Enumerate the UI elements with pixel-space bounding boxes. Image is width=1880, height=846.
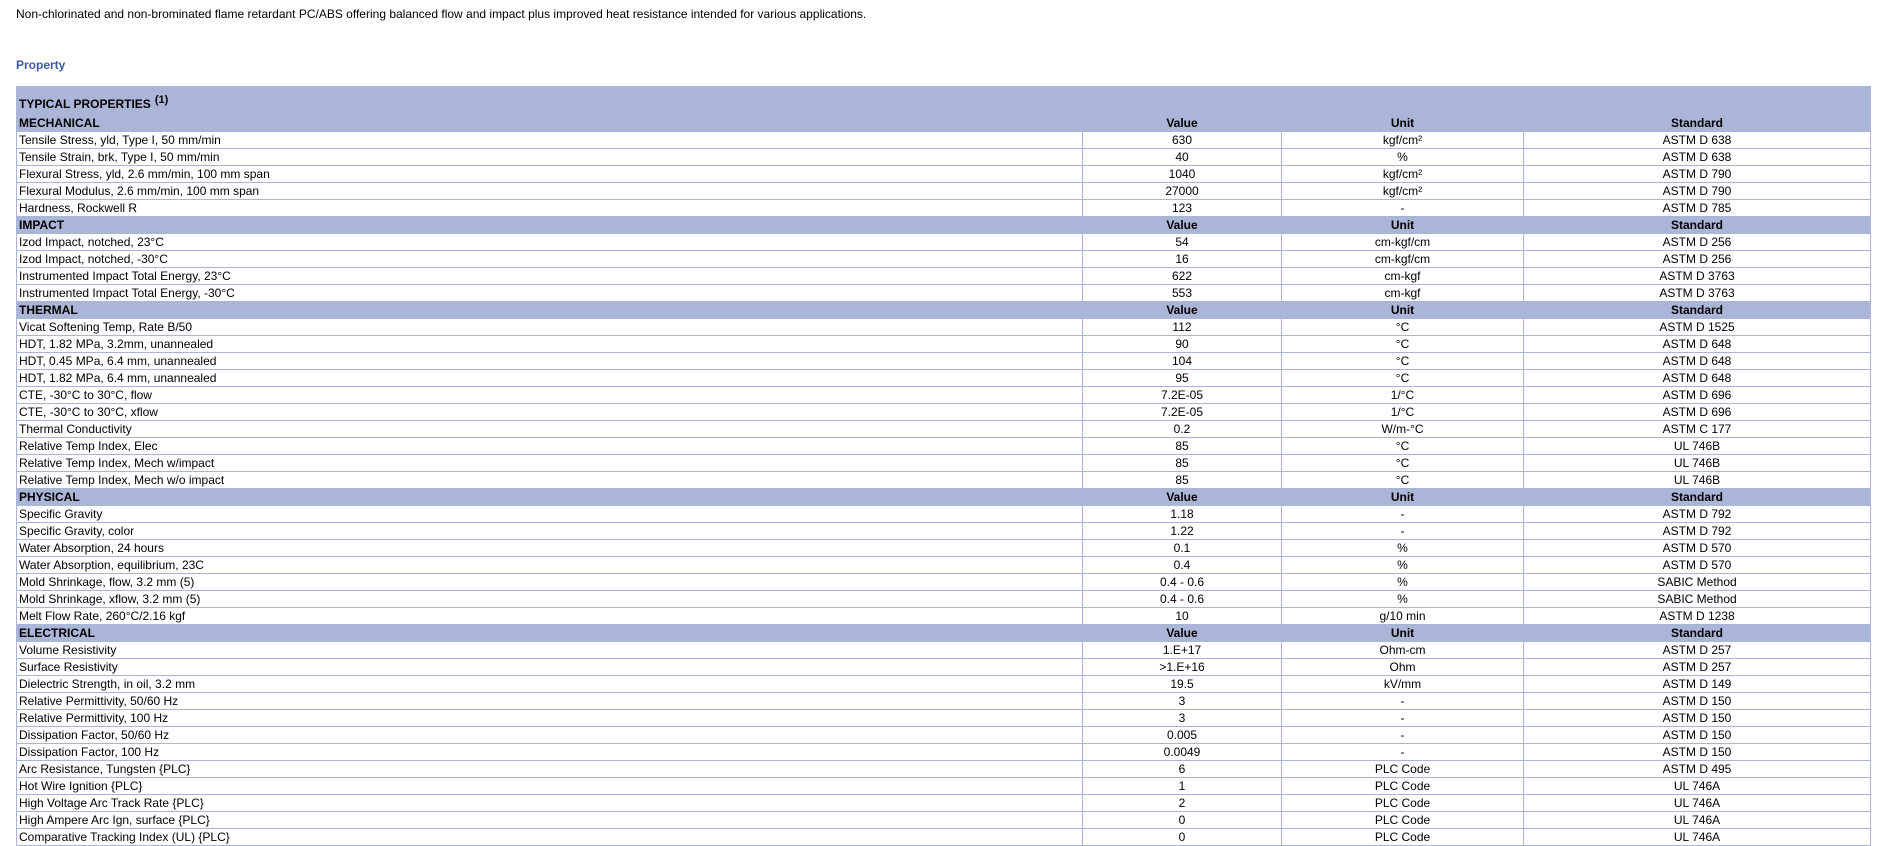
property-value: 85 <box>1083 438 1282 455</box>
property-unit: kV/mm <box>1282 676 1524 693</box>
property-name: CTE, -30°C to 30°C, flow <box>17 387 1083 404</box>
table-title-cell <box>17 86 1871 115</box>
property-unit: kgf/cm² <box>1282 183 1524 200</box>
section-name: MECHANICAL <box>17 115 1083 132</box>
property-unit: PLC Code <box>1282 761 1524 778</box>
property-name: Mold Shrinkage, xflow, 3.2 mm (5) <box>17 591 1083 608</box>
property-name: Relative Permittivity, 50/60 Hz <box>17 693 1083 710</box>
property-value: 6 <box>1083 761 1282 778</box>
property-name: Water Absorption, equilibrium, 23C <box>17 557 1083 574</box>
property-name: Hot Wire Ignition {PLC} <box>17 778 1083 795</box>
table-row <box>17 795 1871 812</box>
property-standard: UL 746A <box>1524 778 1871 795</box>
property-unit: °C <box>1282 455 1524 472</box>
property-standard: ASTM D 648 <box>1524 370 1871 387</box>
property-standard: ASTM D 696 <box>1524 387 1871 404</box>
property-unit: - <box>1282 693 1524 710</box>
table-row <box>17 778 1871 795</box>
standard-header: Standard <box>1524 217 1871 234</box>
property-value: 1 <box>1083 778 1282 795</box>
property-name: Surface Resistivity <box>17 659 1083 676</box>
table-row <box>17 183 1871 200</box>
property-unit: - <box>1282 506 1524 523</box>
property-unit: % <box>1282 540 1524 557</box>
table-title: TYPICAL PROPERTIES <box>19 97 151 111</box>
property-standard: UL 746B <box>1524 472 1871 489</box>
table-row <box>17 251 1871 268</box>
property-standard: ASTM D 256 <box>1524 234 1871 251</box>
property-unit: - <box>1282 710 1524 727</box>
property-name: HDT, 1.82 MPa, 6.4 mm, unannealed <box>17 370 1083 387</box>
property-value: 85 <box>1083 455 1282 472</box>
property-name: Comparative Tracking Index (UL) {PLC} <box>17 829 1083 846</box>
table-row <box>17 132 1871 149</box>
property-standard: ASTM D 648 <box>1524 353 1871 370</box>
property-value: 10 <box>1083 608 1282 625</box>
property-unit: °C <box>1282 336 1524 353</box>
property-name: Vicat Softening Temp, Rate B/50 <box>17 319 1083 336</box>
property-name: Instrumented Impact Total Energy, -30°C <box>17 285 1083 302</box>
property-name: HDT, 0.45 MPa, 6.4 mm, unannealed <box>17 353 1083 370</box>
table-row <box>17 268 1871 285</box>
property-value: >1.E+16 <box>1083 659 1282 676</box>
table-row <box>17 727 1871 744</box>
property-standard: UL 746B <box>1524 455 1871 472</box>
property-standard: ASTM D 696 <box>1524 404 1871 421</box>
property-name: Water Absorption, 24 hours <box>17 540 1083 557</box>
property-unit: kgf/cm² <box>1282 132 1524 149</box>
property-standard: ASTM D 149 <box>1524 676 1871 693</box>
property-standard: ASTM D 150 <box>1524 693 1871 710</box>
property-standard: UL 746A <box>1524 812 1871 829</box>
property-name: Instrumented Impact Total Energy, 23°C <box>17 268 1083 285</box>
property-value: 1.22 <box>1083 523 1282 540</box>
property-value: 1.E+17 <box>1083 642 1282 659</box>
property-name: Hardness, Rockwell R <box>17 200 1083 217</box>
value-header: Value <box>1083 489 1282 506</box>
property-standard: ASTM D 638 <box>1524 149 1871 166</box>
table-row <box>17 234 1871 251</box>
property-standard: ASTM D 570 <box>1524 540 1871 557</box>
section-header-row <box>17 489 1871 506</box>
property-name: Arc Resistance, Tungsten {PLC} <box>17 761 1083 778</box>
table-title-row <box>17 86 1871 115</box>
property-standard: ASTM D 150 <box>1524 727 1871 744</box>
section-name: IMPACT <box>17 217 1083 234</box>
property-name: Flexural Stress, yld, 2.6 mm/min, 100 mm span <box>17 166 1083 183</box>
property-unit: PLC Code <box>1282 812 1524 829</box>
property-value: 123 <box>1083 200 1282 217</box>
property-unit: cm-kgf <box>1282 285 1524 302</box>
property-name: High Ampere Arc Ign, surface {PLC} <box>17 812 1083 829</box>
standard-header: Standard <box>1524 115 1871 132</box>
property-standard: ASTM D 792 <box>1524 523 1871 540</box>
property-standard: ASTM D 648 <box>1524 336 1871 353</box>
property-standard: ASTM D 3763 <box>1524 268 1871 285</box>
property-standard: ASTM D 790 <box>1524 166 1871 183</box>
value-header: Value <box>1083 115 1282 132</box>
property-unit: - <box>1282 744 1524 761</box>
property-value: 3 <box>1083 693 1282 710</box>
property-value: 622 <box>1083 268 1282 285</box>
property-value: 0 <box>1083 812 1282 829</box>
standard-header: Standard <box>1524 302 1871 319</box>
table-row <box>17 506 1871 523</box>
section-name: ELECTRICAL <box>17 625 1083 642</box>
property-value: 40 <box>1083 149 1282 166</box>
table-row <box>17 421 1871 438</box>
table-row <box>17 200 1871 217</box>
property-value: 1.18 <box>1083 506 1282 523</box>
property-value: 54 <box>1083 234 1282 251</box>
property-standard: ASTM D 792 <box>1524 506 1871 523</box>
table-row <box>17 744 1871 761</box>
property-name: Dissipation Factor, 100 Hz <box>17 744 1083 761</box>
property-unit: W/m-°C <box>1282 421 1524 438</box>
property-standard: ASTM D 257 <box>1524 642 1871 659</box>
property-value: 0.2 <box>1083 421 1282 438</box>
table-row <box>17 523 1871 540</box>
property-name: Relative Temp Index, Mech w/o impact <box>17 472 1083 489</box>
property-name: Mold Shrinkage, flow, 3.2 mm (5) <box>17 574 1083 591</box>
table-row <box>17 540 1871 557</box>
table-row <box>17 455 1871 472</box>
section-header-row <box>17 625 1871 642</box>
property-unit: % <box>1282 149 1524 166</box>
property-standard: UL 746B <box>1524 438 1871 455</box>
table-row <box>17 149 1871 166</box>
property-name: Izod Impact, notched, -30°C <box>17 251 1083 268</box>
property-standard: UL 746A <box>1524 829 1871 846</box>
property-value: 2 <box>1083 795 1282 812</box>
property-value: 553 <box>1083 285 1282 302</box>
table-row <box>17 608 1871 625</box>
property-unit: 1/°C <box>1282 387 1524 404</box>
property-value: 630 <box>1083 132 1282 149</box>
table-row <box>17 319 1871 336</box>
section-name: THERMAL <box>17 302 1083 319</box>
section-header-row <box>17 115 1871 132</box>
property-standard: ASTM D 150 <box>1524 744 1871 761</box>
property-name: Relative Permittivity, 100 Hz <box>17 710 1083 727</box>
table-row <box>17 659 1871 676</box>
value-header: Value <box>1083 217 1282 234</box>
property-value: 0.4 - 0.6 <box>1083 591 1282 608</box>
property-name: Izod Impact, notched, 23°C <box>17 234 1083 251</box>
property-value: 16 <box>1083 251 1282 268</box>
table-row <box>17 404 1871 421</box>
table-row <box>17 574 1871 591</box>
table-row <box>17 285 1871 302</box>
standard-header: Standard <box>1524 625 1871 642</box>
property-standard: SABIC Method <box>1524 591 1871 608</box>
table-row <box>17 591 1871 608</box>
table-row <box>17 472 1871 489</box>
value-header: Value <box>1083 302 1282 319</box>
property-value: 112 <box>1083 319 1282 336</box>
property-unit: - <box>1282 200 1524 217</box>
property-standard: ASTM C 177 <box>1524 421 1871 438</box>
table-row <box>17 557 1871 574</box>
property-value: 1040 <box>1083 166 1282 183</box>
property-value: 19.5 <box>1083 676 1282 693</box>
property-value: 90 <box>1083 336 1282 353</box>
table-row <box>17 370 1871 387</box>
property-unit: cm-kgf/cm <box>1282 251 1524 268</box>
property-standard: ASTM D 1238 <box>1524 608 1871 625</box>
table-row <box>17 693 1871 710</box>
property-name: CTE, -30°C to 30°C, xflow <box>17 404 1083 421</box>
table-row <box>17 642 1871 659</box>
property-standard: ASTM D 257 <box>1524 659 1871 676</box>
standard-header: Standard <box>1524 489 1871 506</box>
property-standard: ASTM D 570 <box>1524 557 1871 574</box>
value-header: Value <box>1083 625 1282 642</box>
section-header-row <box>17 302 1871 319</box>
property-name: Thermal Conductivity <box>17 421 1083 438</box>
property-standard: ASTM D 3763 <box>1524 285 1871 302</box>
property-standard: ASTM D 638 <box>1524 132 1871 149</box>
property-name: Relative Temp Index, Elec <box>17 438 1083 455</box>
property-value: 7.2E-05 <box>1083 404 1282 421</box>
property-standard: ASTM D 256 <box>1524 251 1871 268</box>
property-value: 0 <box>1083 829 1282 846</box>
property-name: Volume Resistivity <box>17 642 1083 659</box>
property-name: Dielectric Strength, in oil, 3.2 mm <box>17 676 1083 693</box>
property-standard: ASTM D 495 <box>1524 761 1871 778</box>
properties-table-body <box>17 86 1871 846</box>
property-name: HDT, 1.82 MPa, 3.2mm, unannealed <box>17 336 1083 353</box>
property-standard: ASTM D 150 <box>1524 710 1871 727</box>
section-header-row <box>17 217 1871 234</box>
property-value: 0.1 <box>1083 540 1282 557</box>
property-name: Specific Gravity <box>17 506 1083 523</box>
property-unit: kgf/cm² <box>1282 166 1524 183</box>
property-unit: Ohm-cm <box>1282 642 1524 659</box>
property-unit: °C <box>1282 472 1524 489</box>
property-unit: °C <box>1282 353 1524 370</box>
property-value: 0.4 - 0.6 <box>1083 574 1282 591</box>
property-value: 27000 <box>1083 183 1282 200</box>
property-unit: 1/°C <box>1282 404 1524 421</box>
property-unit: % <box>1282 591 1524 608</box>
property-standard: UL 746A <box>1524 795 1871 812</box>
property-unit: °C <box>1282 370 1524 387</box>
property-unit: Ohm <box>1282 659 1524 676</box>
table-row <box>17 812 1871 829</box>
table-row <box>17 676 1871 693</box>
property-name: Flexural Modulus, 2.6 mm/min, 100 mm span <box>17 183 1083 200</box>
property-standard: ASTM D 1525 <box>1524 319 1871 336</box>
table-row <box>17 761 1871 778</box>
property-value: 85 <box>1083 472 1282 489</box>
product-description: Non-chlorinated and non-brominated flame retardant PC/ABS offering balanced flow and impact plus improved heat resistance intended for various applications. <box>16 7 867 21</box>
property-value: 7.2E-05 <box>1083 387 1282 404</box>
table-row <box>17 353 1871 370</box>
property-name: Specific Gravity, color <box>17 523 1083 540</box>
property-unit: cm-kgf/cm <box>1282 234 1524 251</box>
property-unit: °C <box>1282 438 1524 455</box>
property-link[interactable]: Property <box>16 58 66 72</box>
section-name: PHYSICAL <box>17 489 1083 506</box>
property-standard: ASTM D 785 <box>1524 200 1871 217</box>
property-unit: - <box>1282 727 1524 744</box>
property-standard: SABIC Method <box>1524 574 1871 591</box>
property-value: 95 <box>1083 370 1282 387</box>
property-value: 0.005 <box>1083 727 1282 744</box>
unit-header: Unit <box>1282 217 1524 234</box>
property-name: High Voltage Arc Track Rate {PLC} <box>17 795 1083 812</box>
property-name: Dissipation Factor, 50/60 Hz <box>17 727 1083 744</box>
property-value: 3 <box>1083 710 1282 727</box>
unit-header: Unit <box>1282 302 1524 319</box>
property-unit: - <box>1282 523 1524 540</box>
property-standard: ASTM D 790 <box>1524 183 1871 200</box>
property-name: Tensile Strain, brk, Type I, 50 mm/min <box>17 149 1083 166</box>
table-row <box>17 336 1871 353</box>
unit-header: Unit <box>1282 625 1524 642</box>
property-unit: PLC Code <box>1282 778 1524 795</box>
property-unit: % <box>1282 574 1524 591</box>
property-unit: g/10 min <box>1282 608 1524 625</box>
property-unit: °C <box>1282 319 1524 336</box>
property-value: 0.4 <box>1083 557 1282 574</box>
properties-table-container <box>16 86 1870 846</box>
properties-table <box>16 86 1871 846</box>
unit-header: Unit <box>1282 115 1524 132</box>
table-row <box>17 438 1871 455</box>
property-unit: cm-kgf <box>1282 268 1524 285</box>
table-row <box>17 387 1871 404</box>
table-row <box>17 166 1871 183</box>
property-name: Relative Temp Index, Mech w/impact <box>17 455 1083 472</box>
property-unit: % <box>1282 557 1524 574</box>
property-name: Melt Flow Rate, 260°C/2.16 kgf <box>17 608 1083 625</box>
property-name: Tensile Stress, yld, Type I, 50 mm/min <box>17 132 1083 149</box>
property-unit: PLC Code <box>1282 795 1524 812</box>
table-title-note: (1) <box>154 94 169 106</box>
property-value: 104 <box>1083 353 1282 370</box>
property-unit: PLC Code <box>1282 829 1524 846</box>
unit-header: Unit <box>1282 489 1524 506</box>
table-row <box>17 710 1871 727</box>
property-value: 0.0049 <box>1083 744 1282 761</box>
